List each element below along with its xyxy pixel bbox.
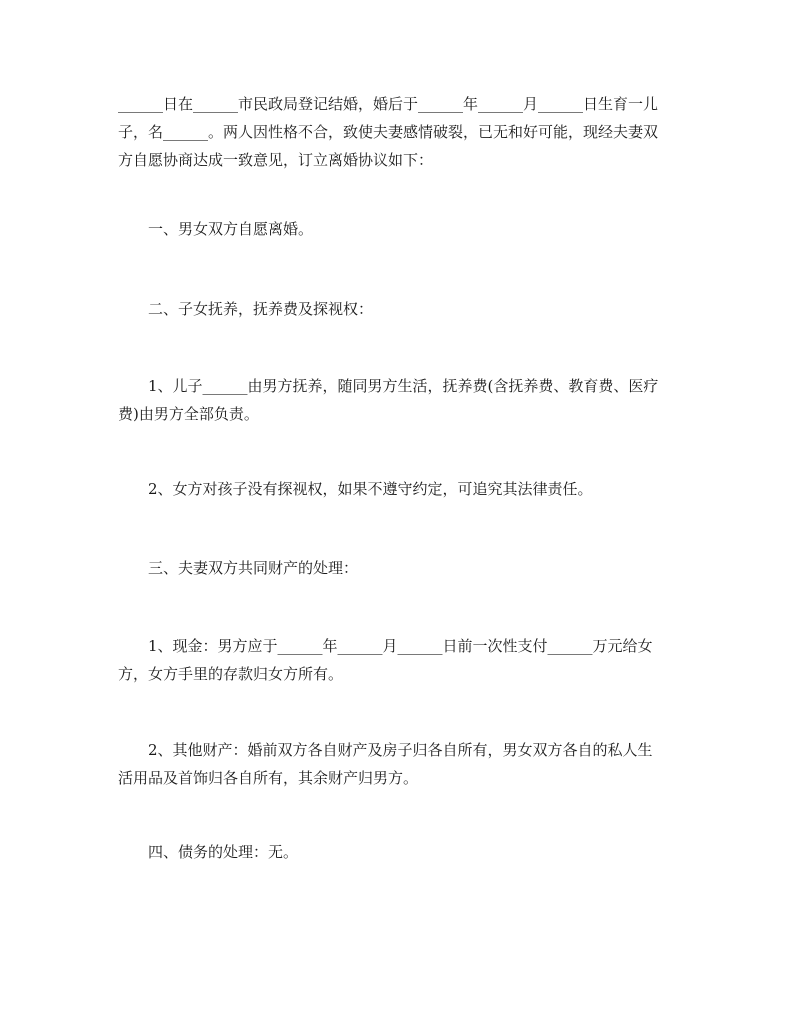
section-3-heading: 三、夫妻双方共同财产的处理： — [148, 559, 359, 577]
section-2-heading: 二、子女抚养，抚养费及探视权： — [148, 300, 374, 318]
section-2-item-2: 2、女方对孩子没有探视权，如果不遵守约定，可追究其法律责任。 — [148, 480, 593, 498]
intro-line-3: 方自愿协商达成一致意见，订立离婚协议如下： — [118, 151, 434, 169]
section-3-item-1 — [118, 632, 686, 688]
section-3-item-2-line-2: 活用品及首饰归各自所有，其余财产归男方。 — [118, 769, 419, 787]
section-4-heading: 四、债务的处理：无。 — [148, 843, 299, 861]
intro-line-1: ______日在______市民政局登记结婚，婚后于______年______月______日生育一儿 — [118, 95, 659, 113]
section-3-item-1-line-2: 方，女方手里的存款归女方所有。 — [118, 665, 344, 683]
section-3-item-1-line-1: 1、现金：男方应于______年______月______日前一次性支付______万元给女 — [148, 637, 653, 655]
intro-line-2: 子，名______。两人因性格不合，致使夫妻感情破裂，已无和好可能，现经夫妻双 — [118, 123, 659, 141]
intro-paragraph — [118, 90, 686, 174]
section-1-heading: 一、男女双方自愿离婚。 — [148, 220, 314, 238]
section-3-item-2 — [118, 736, 686, 792]
section-2-item-1 — [118, 372, 686, 428]
section-2-item-1-line-1: 1、儿子______由男方抚养，随同男方生活，抚养费(含抚养费、教育费、医疗 — [148, 377, 659, 395]
section-2-item-1-line-2: 费)由男方全部负责。 — [118, 405, 259, 423]
section-3-item-2-line-1: 2、其他财产：婚前双方各自财产及房子归各自所有，男女双方各自的私人生 — [148, 741, 653, 759]
